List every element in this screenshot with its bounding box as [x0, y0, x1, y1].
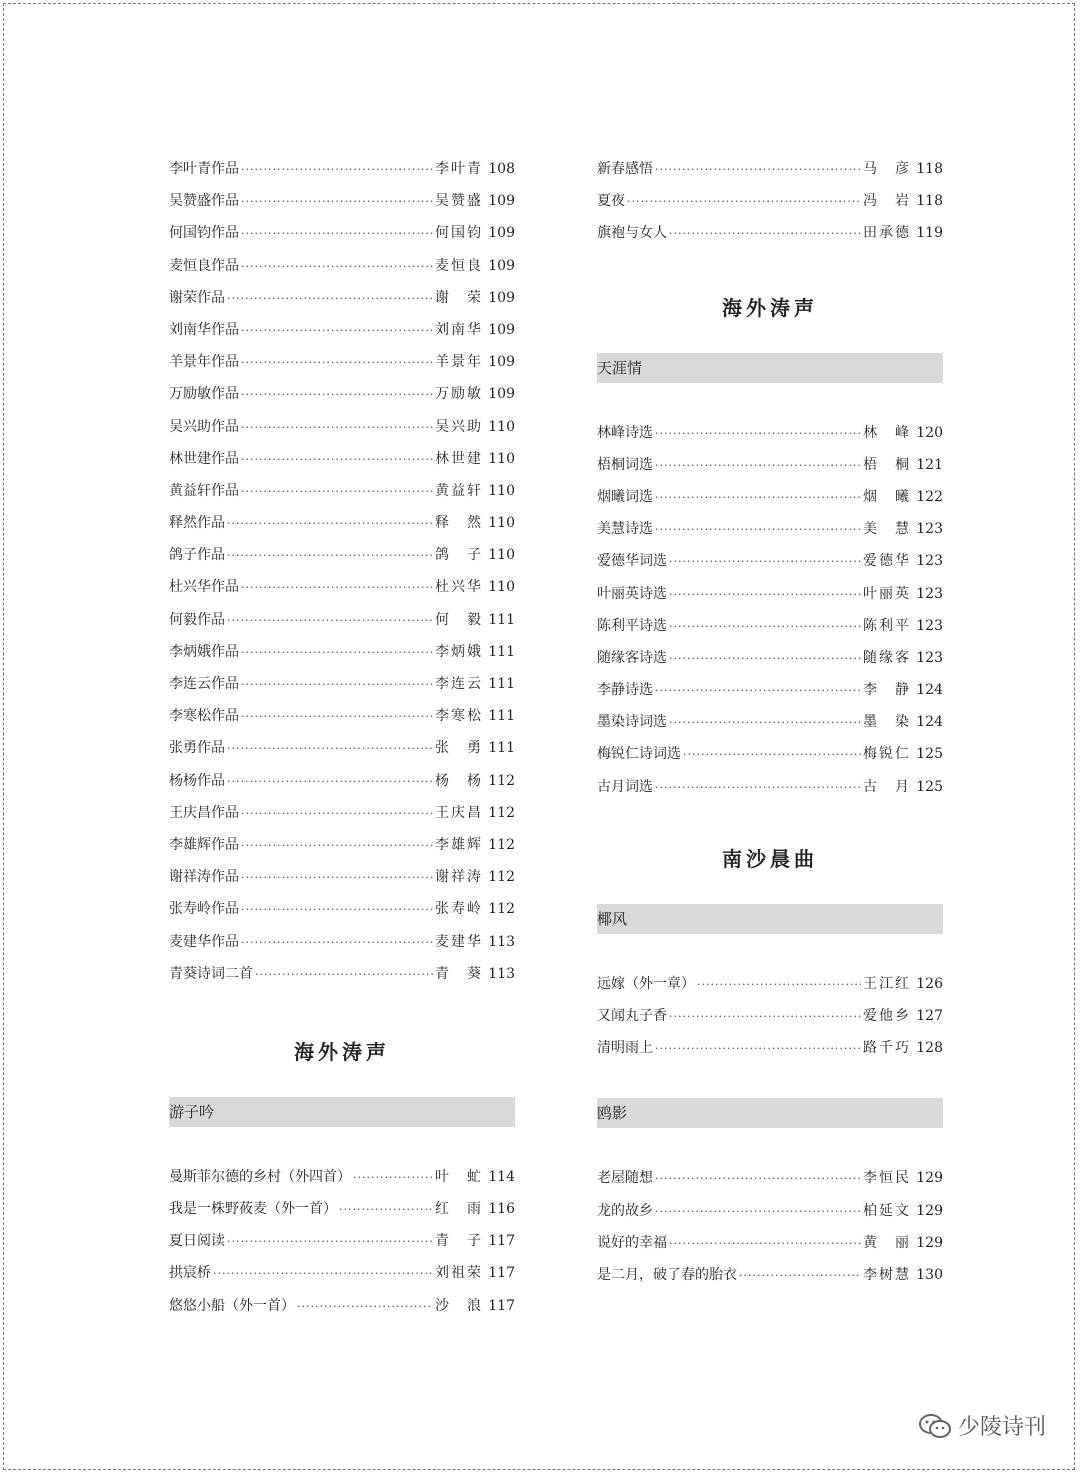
- entry-page-number: 117: [488, 1233, 515, 1250]
- entry-page-number: 113: [488, 933, 515, 950]
- entry-page-number: 109: [488, 321, 515, 338]
- dot-leader: [669, 643, 861, 675]
- dot-leader: [213, 1258, 433, 1290]
- dot-leader: [241, 637, 433, 669]
- entry-author: 吴赞盛: [435, 193, 481, 210]
- entry-title: 张勇作品: [169, 740, 225, 757]
- entry-page-number: 121: [916, 456, 943, 473]
- dot-leader: [627, 186, 861, 218]
- toc-entry: [597, 738, 943, 770]
- section-title: 海外涛声: [294, 1039, 390, 1064]
- entry-page-number: 129: [916, 1234, 943, 1251]
- toc-entry: [169, 217, 515, 249]
- toc-entry: [597, 578, 943, 610]
- entry-author: 黄益轩: [435, 482, 481, 499]
- dot-leader: [241, 798, 433, 830]
- dot-leader: [655, 1033, 861, 1065]
- toc-entry: [169, 539, 515, 571]
- entry-title: 墨染诗词选: [597, 714, 667, 731]
- dot-leader: [241, 830, 433, 862]
- dot-leader: [241, 862, 433, 894]
- entry-author: 青 子: [435, 1233, 481, 1250]
- dot-leader: [241, 669, 433, 701]
- toc-entry: [597, 185, 943, 217]
- entry-title: 何毅作品: [169, 611, 225, 628]
- entry-title: 吴赞盛作品: [169, 193, 239, 210]
- entry-title: 烟曦词选: [597, 488, 653, 505]
- entry-page-number: 123: [916, 553, 943, 570]
- dot-leader: [697, 969, 861, 1001]
- toc-entry: [169, 1257, 515, 1289]
- toc-entry: [597, 417, 943, 449]
- entry-title: 龙的故乡: [597, 1202, 653, 1219]
- dot-leader: [669, 546, 861, 578]
- toc-entry: [169, 668, 515, 700]
- entry-page-number: 118: [916, 193, 943, 210]
- entry-title: 李雄辉作品: [169, 836, 239, 853]
- entry-title: 古月词选: [597, 778, 653, 795]
- entry-author: 麦建华: [435, 933, 481, 950]
- dot-leader: [241, 347, 433, 379]
- entry-author: 张 勇: [435, 740, 481, 757]
- dot-leader: [241, 154, 433, 186]
- dot-leader: [241, 379, 433, 411]
- dot-leader: [655, 675, 861, 707]
- toc-entry: [597, 217, 943, 249]
- dot-leader: [655, 1163, 861, 1195]
- entry-page-number: 110: [488, 482, 515, 499]
- entry-title: 清明雨上: [597, 1040, 653, 1057]
- dot-leader: [227, 283, 433, 315]
- entry-title: 王庆昌作品: [169, 804, 239, 821]
- entry-page-number: 123: [916, 617, 943, 634]
- entry-author: 李连云: [435, 676, 481, 692]
- entry-author: 烟 曦: [863, 488, 909, 505]
- entry-author: 何 毅: [435, 611, 481, 628]
- toc-entry: [169, 797, 515, 829]
- entry-title: 旗袍与女人: [597, 225, 667, 242]
- entry-title: 羊景年作品: [169, 354, 239, 371]
- entry-author: 林世建: [435, 450, 481, 467]
- section-title: 南沙晨曲: [722, 846, 818, 871]
- dot-leader: [241, 186, 433, 218]
- entry-title: 是二月，破了春的胎衣: [597, 1266, 737, 1283]
- entry-author: 刘祖荣: [435, 1265, 481, 1282]
- dot-leader: [655, 418, 861, 450]
- toc-entry: [169, 926, 515, 958]
- dot-leader: [241, 927, 433, 959]
- dot-leader: [297, 1291, 433, 1323]
- entry-author: 万励敏: [435, 386, 481, 403]
- subsection-bar: 天涯情: [597, 353, 943, 383]
- dot-leader: [655, 154, 861, 186]
- entry-title: 美慧诗选: [597, 521, 653, 538]
- entry-page-number: 125: [916, 746, 943, 763]
- toc-entry: [169, 378, 515, 410]
- entry-author: 爱德华: [863, 553, 909, 570]
- entry-title: 杜兴华作品: [169, 579, 239, 596]
- entry-page-number: 123: [916, 649, 943, 666]
- dot-leader: [655, 1196, 861, 1228]
- entry-title: 林峰诗选: [597, 424, 653, 441]
- dot-leader: [241, 572, 433, 604]
- entry-author: 李炳娥: [435, 643, 481, 660]
- entry-author: 谢祥涛: [435, 869, 481, 886]
- toc-entry: [169, 507, 515, 539]
- entry-author: 麦恒良: [435, 257, 481, 274]
- entry-title: 叶丽英诗选: [597, 585, 667, 602]
- entry-author: 冯 岩: [863, 193, 909, 210]
- entry-title: 拱宸桥: [169, 1265, 211, 1282]
- toc-entry: [169, 1290, 515, 1322]
- dot-leader: [241, 476, 433, 508]
- entry-title: 张寿岭作品: [169, 901, 239, 918]
- toc-entry: [597, 481, 943, 513]
- toc-right-column: [597, 153, 943, 1291]
- entry-page-number: 117: [488, 1265, 515, 1282]
- entry-title: 夏日阅读: [169, 1233, 225, 1250]
- entry-author: 叶 虻: [435, 1168, 481, 1185]
- dot-leader: [227, 508, 433, 540]
- toc-entry: [169, 411, 515, 443]
- toc-entry: [597, 1259, 943, 1291]
- dot-leader: [227, 733, 433, 765]
- dot-leader: [227, 766, 433, 798]
- entry-title: 悠悠小船（外一首）: [169, 1297, 295, 1314]
- entry-page-number: 119: [916, 225, 943, 242]
- dot-leader: [669, 1001, 861, 1033]
- entry-page-number: 130: [916, 1266, 943, 1283]
- toc-list: [597, 153, 943, 250]
- entry-author: 梧 桐: [863, 456, 909, 473]
- toc-entry: [597, 1195, 943, 1227]
- toc-list: [597, 1162, 943, 1291]
- entry-page-number: 111: [488, 676, 515, 692]
- dot-leader: [353, 1162, 433, 1194]
- dot-leader: [669, 611, 861, 643]
- entry-author: 马 彦: [863, 161, 909, 177]
- entry-title: 夏夜: [597, 193, 625, 210]
- entry-author: 林 峰: [863, 424, 909, 441]
- toc-entry: [597, 513, 943, 545]
- toc-list: [169, 153, 515, 990]
- toc-entry: [169, 153, 515, 185]
- entry-page-number: 120: [916, 424, 943, 441]
- entry-page-number: 112: [488, 836, 515, 853]
- entry-author: 张寿岭: [435, 901, 481, 918]
- entry-author: 爱他乡: [863, 1008, 909, 1024]
- dot-leader: [669, 707, 861, 739]
- entry-author: 陈利平: [863, 617, 909, 634]
- toc-entry: [169, 604, 515, 636]
- dot-leader: [241, 315, 433, 347]
- entry-author: 李叶青: [435, 161, 481, 177]
- toc-entry: [597, 642, 943, 674]
- entry-author: 杜兴华: [435, 579, 481, 596]
- entry-author: 美 慧: [863, 521, 909, 538]
- entry-title: 李叶青作品: [169, 161, 239, 177]
- toc-entry: [169, 829, 515, 861]
- entry-page-number: 112: [488, 901, 515, 918]
- entry-title: 老屋随想: [597, 1170, 653, 1187]
- toc-entry: [169, 700, 515, 732]
- toc-entry: [597, 153, 943, 185]
- subsection-bar: 游子吟: [169, 1097, 515, 1127]
- entry-page-number: 114: [488, 1168, 515, 1185]
- entry-page-number: 127: [916, 1008, 943, 1024]
- entry-page-number: 109: [488, 354, 515, 371]
- entry-page-number: 112: [488, 804, 515, 821]
- toc-entry: [169, 282, 515, 314]
- entry-page-number: 110: [488, 418, 515, 435]
- entry-author: 田承德: [863, 225, 909, 242]
- entry-page-number: 110: [488, 547, 515, 564]
- entry-page-number: 109: [488, 257, 515, 274]
- toc-entry: [169, 185, 515, 217]
- entry-author: 李树慧: [863, 1266, 909, 1283]
- toc-entry: [597, 706, 943, 738]
- entry-title: 鸽子作品: [169, 547, 225, 564]
- dot-leader: [669, 579, 861, 611]
- toc-entry: [597, 674, 943, 706]
- entry-title: 吴兴助作品: [169, 418, 239, 435]
- wechat-icon: [918, 1412, 952, 1440]
- entry-page-number: 112: [488, 869, 515, 886]
- entry-title: 陈利平诗选: [597, 617, 667, 634]
- entry-page-number: 129: [916, 1202, 943, 1219]
- entry-page-number: 116: [488, 1201, 515, 1218]
- toc-entry: [597, 1000, 943, 1032]
- dot-leader: [241, 251, 433, 283]
- entry-page-number: 111: [488, 740, 515, 757]
- entry-author: 柏延文: [863, 1202, 909, 1219]
- toc-entry: [597, 1227, 943, 1259]
- entry-author: 沙 浪: [435, 1297, 481, 1314]
- toc-entry: [169, 571, 515, 603]
- entry-page-number: 109: [488, 225, 515, 242]
- dot-leader: [227, 605, 433, 637]
- dot-leader: [241, 218, 433, 250]
- entry-author: 叶丽英: [863, 585, 909, 602]
- entry-author: 随缘客: [863, 649, 909, 666]
- entry-title: 麦建华作品: [169, 933, 239, 950]
- entry-title: 李寒松作品: [169, 708, 239, 725]
- entry-page-number: 111: [488, 611, 515, 628]
- entry-page-number: 110: [488, 515, 515, 532]
- toc-entry: [169, 250, 515, 282]
- dot-leader: [255, 959, 433, 991]
- entry-title: 我是一株野莜麦（外一首）: [169, 1201, 337, 1218]
- entry-author: 吴兴助: [435, 418, 481, 435]
- dot-leader: [655, 514, 861, 546]
- dot-leader: [241, 701, 433, 733]
- entry-page-number: 124: [916, 682, 943, 699]
- toc-entry: [597, 545, 943, 577]
- entry-title: 谢荣作品: [169, 289, 225, 306]
- entry-title: 李炳娥作品: [169, 643, 239, 660]
- toc-entry: [169, 475, 515, 507]
- entry-title: 李连云作品: [169, 676, 239, 692]
- entry-title: 刘南华作品: [169, 321, 239, 338]
- entry-page-number: 113: [488, 965, 515, 982]
- toc-entry: [169, 1193, 515, 1225]
- subsection-bar: 椰风: [597, 904, 943, 934]
- entry-title: 万励敏作品: [169, 386, 239, 403]
- entry-page-number: 109: [488, 289, 515, 306]
- entry-page-number: 112: [488, 772, 515, 789]
- entry-title: 林世建作品: [169, 450, 239, 467]
- entry-page-number: 110: [488, 450, 515, 467]
- entry-title: 李静诗选: [597, 682, 653, 699]
- toc-list: [597, 968, 943, 1065]
- entry-page-number: 125: [916, 778, 943, 795]
- dot-leader: [669, 1228, 861, 1260]
- entry-title: 何国钧作品: [169, 225, 239, 242]
- toc-list: [597, 417, 943, 803]
- dot-leader: [739, 1260, 861, 1292]
- entry-page-number: 128: [916, 1040, 943, 1057]
- dot-leader: [655, 772, 861, 804]
- entry-author: 释 然: [435, 515, 481, 532]
- entry-title: 麦恒良作品: [169, 257, 239, 274]
- entry-title: 爱德华词选: [597, 553, 667, 570]
- entry-title: 随缘客诗选: [597, 649, 667, 666]
- entry-title: 青葵诗词二首: [169, 965, 253, 982]
- toc-entry: [597, 1032, 943, 1064]
- entry-page-number: 109: [488, 386, 515, 403]
- toc-entry: [169, 1161, 515, 1193]
- watermark: [918, 1410, 1046, 1441]
- toc-entry: [169, 893, 515, 925]
- dot-leader: [241, 894, 433, 926]
- toc-entry: [169, 636, 515, 668]
- entry-title: 曼斯菲尔德的乡村（外四首）: [169, 1168, 351, 1185]
- entry-page-number: 129: [916, 1170, 943, 1187]
- toc-left-column: [169, 153, 515, 1322]
- entry-title: 又闻丸子香: [597, 1008, 667, 1024]
- entry-author: 刘南华: [435, 321, 481, 338]
- entry-page-number: 126: [916, 975, 943, 992]
- toc-entry: [169, 765, 515, 797]
- toc-entry: [597, 771, 943, 803]
- entry-page-number: 108: [488, 161, 515, 177]
- entry-author: 李寒松: [435, 708, 481, 725]
- entry-author: 李恒民: [863, 1170, 909, 1187]
- entry-title: 谢祥涛作品: [169, 869, 239, 886]
- entry-author: 李 静: [863, 682, 909, 699]
- toc-entry: [597, 968, 943, 1000]
- entry-page-number: 111: [488, 643, 515, 660]
- entry-author: 何国钧: [435, 225, 481, 242]
- watermark-text: 少陵诗刊: [957, 1415, 1046, 1440]
- entry-title: 远嫁（外一章）: [597, 975, 695, 992]
- entry-page-number: 123: [916, 585, 943, 602]
- entry-author: 路千巧: [863, 1040, 909, 1057]
- entry-author: 鸽 子: [435, 547, 481, 564]
- dot-leader: [655, 450, 861, 482]
- entry-title: 释然作品: [169, 515, 225, 532]
- entry-title: 梅锐仁诗词选: [597, 746, 681, 763]
- entry-author: 梅锐仁: [863, 746, 909, 763]
- entry-author: 红 雨: [435, 1201, 481, 1218]
- entry-author: 王江红: [863, 975, 909, 992]
- dot-leader: [227, 540, 433, 572]
- subsection-bar: 鸥影: [597, 1098, 943, 1128]
- entry-page-number: 109: [488, 193, 515, 210]
- toc-entry: [169, 443, 515, 475]
- dot-leader: [669, 218, 861, 250]
- entry-author: 黄 丽: [863, 1234, 909, 1251]
- entry-page-number: 111: [488, 708, 515, 725]
- entry-title: 新春感悟: [597, 161, 653, 177]
- toc-entry: [597, 1162, 943, 1194]
- entry-author: 墨 染: [863, 714, 909, 731]
- dot-leader: [683, 739, 861, 771]
- dot-leader: [241, 444, 433, 476]
- toc-list: [169, 1161, 515, 1322]
- toc-entry: [169, 958, 515, 990]
- entry-author: 谢 荣: [435, 289, 481, 306]
- toc-entry: [597, 449, 943, 481]
- toc-entry: [169, 1225, 515, 1257]
- entry-page-number: 110: [488, 579, 515, 596]
- entry-page-number: 123: [916, 521, 943, 538]
- entry-author: 羊景年: [435, 354, 481, 371]
- entry-author: 杨 杨: [435, 772, 481, 789]
- toc-entry: [169, 732, 515, 764]
- dot-leader: [655, 482, 861, 514]
- entry-page-number: 124: [916, 714, 943, 731]
- entry-author: 青 葵: [435, 965, 481, 982]
- dot-leader: [241, 412, 433, 444]
- toc-entry: [169, 346, 515, 378]
- entry-author: 王庆昌: [435, 804, 481, 821]
- entry-page-number: 122: [916, 488, 943, 505]
- toc-entry: [597, 610, 943, 642]
- entry-title: 黄益轩作品: [169, 482, 239, 499]
- entry-title: 说好的幸福: [597, 1234, 667, 1251]
- section-title: 海外涛声: [722, 295, 818, 320]
- entry-page-number: 117: [488, 1297, 515, 1314]
- entry-page-number: 118: [916, 161, 943, 177]
- entry-title: 梧桐词选: [597, 456, 653, 473]
- dot-leader: [339, 1194, 433, 1226]
- entry-author: 古 月: [863, 778, 909, 795]
- entry-author: 李雄辉: [435, 836, 481, 853]
- toc-entry: [169, 314, 515, 346]
- toc-entry: [169, 861, 515, 893]
- dot-leader: [227, 1226, 433, 1258]
- entry-title: 杨杨作品: [169, 772, 225, 789]
